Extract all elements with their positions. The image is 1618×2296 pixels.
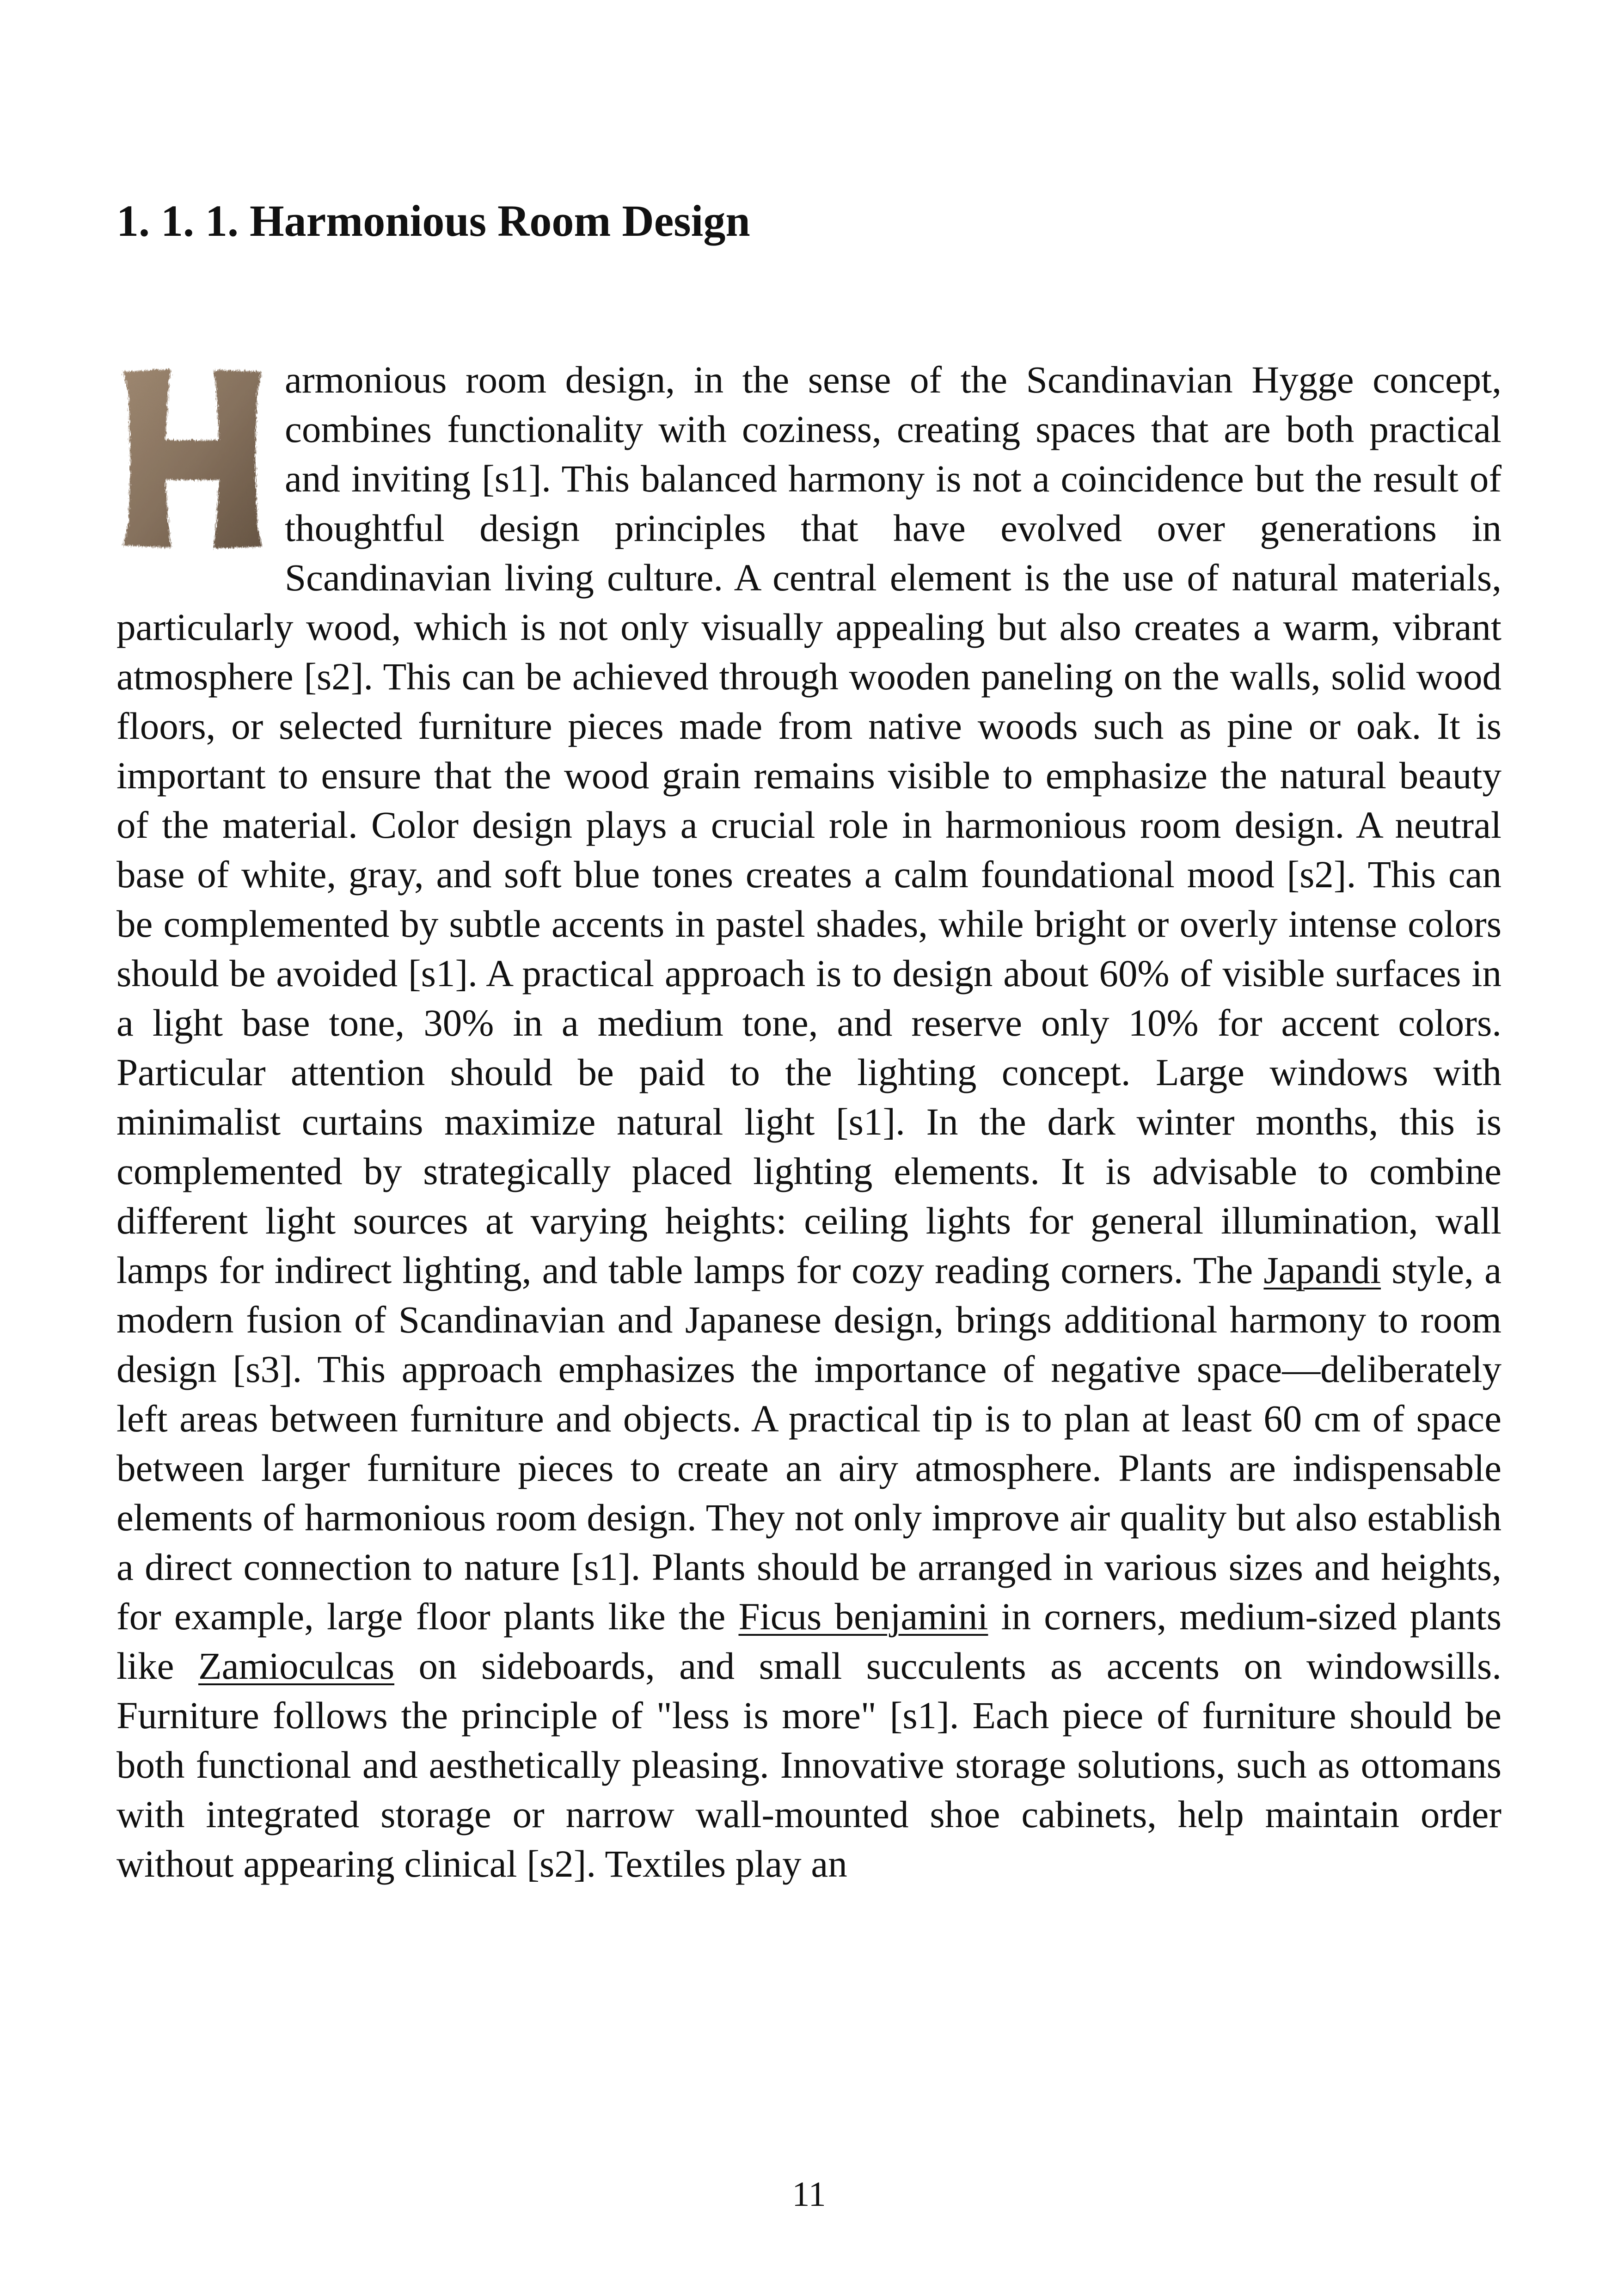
section-heading: 1. 1. 1. Harmonious Room Design — [116, 196, 750, 246]
term-link[interactable]: Japandi — [1263, 1249, 1381, 1291]
term-link[interactable]: Zamioculcas — [198, 1645, 395, 1687]
term-link[interactable]: Ficus benjamini — [738, 1595, 988, 1638]
page-number: 11 — [792, 2175, 826, 2214]
body-text-flow — [116, 358, 1502, 1885]
body-text-segment: on sideboards, and small succulents as accents on windowsills. Furniture follows the principle of "less is more" [s1]. Each piece of furniture should be both functional and aesthetically pleasing. Innovative storage solutions, such as ottomans with integrated storage or narrow wall-mounted shoe cabinets, help maintain order without appearing clinical [s2]. Textiles play an — [116, 1645, 1502, 1885]
body-text-segment: armonious room design, in the sense of the Scandinavian Hygge concept, combines functionality with coziness, creating spaces that are both practical and inviting [s1]. This balanced harmony is not a coincidence but the result of thoughtful design principles that have evolved over generations in Scandinavian living culture. A central element is the use of natural materials, particularly wood, which is not only visually appealing but also creates a warm, vibrant atmosphere [s2]. This can be achieved through wooden paneling on the walls, solid wood floors, or selected furniture pieces made from native woods such as pine or oak. It is important to ensure that the wood grain remains visible to emphasize the natural beauty of the material. Color design plays a crucial role in harmonious room design. A neutral base of white, gray, and soft blue tones creates a calm foundational mood [s2]. This can be complemented by subtle accents in pastel shades, while bright or overly intense colors should be avoided [s1]. A practical approach is to design about 60% of visible surfaces in a light base tone, 30% in a medium tone, and reserve only 10% for accent colors. Particular attention should be paid to the lighting concept. Large windows with minimalist curtains maximize natural light [s1]. In the dark winter months, this is complemented by strategically placed lighting elements. It is advisable to combine different light sources at varying heights: ceiling lights for general illumination, wall lamps for indirect lighting, and table lamps for cozy reading corners. The — [116, 358, 1502, 1291]
body-text-segment: style, a modern fusion of Scandinavian and Japanese design, brings additional harmony to room design [s3]. This approach emphasizes the importance of negative space—deliberately left areas between furniture and objects. A practical tip is to plan at least 60 cm of space between larger furniture pieces to create an airy atmosphere. Plants are indispensable elements of harmonious room design. They not only improve air quality but also establish a direct connection to nature [s1]. Plants should be arranged in various sizes and heights, for example, large floor plants like the — [116, 1249, 1502, 1638]
body-text-segment: in corners, medium-sized plants like — [116, 1595, 1502, 1687]
drop-cap-h — [116, 362, 268, 555]
body-paragraph — [116, 355, 1502, 1889]
